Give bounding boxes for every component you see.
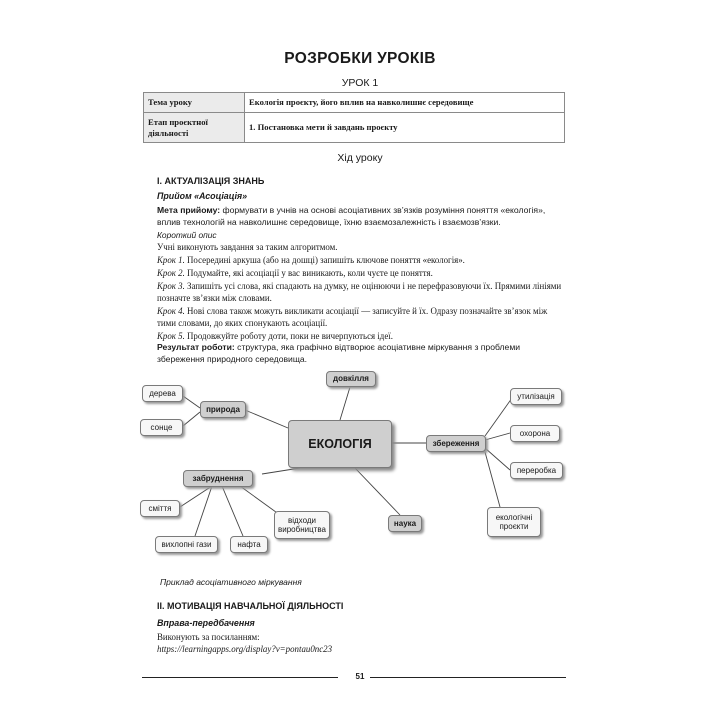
exercise-link[interactable]: https://learningapps.org/display?v=pontau0nc23 bbox=[157, 644, 333, 654]
node-vykhlopni: вихлопні гази bbox=[155, 536, 218, 553]
section-heading-2: II. МОТИВАЦІЯ НАВЧАЛЬНОЇ ДІЯЛЬНОСТІ bbox=[157, 601, 344, 611]
step-label: Крок 1. bbox=[157, 255, 185, 265]
step-label: Крок 3. bbox=[157, 281, 185, 291]
technique-title: Прийом «Асоціація» bbox=[157, 191, 248, 201]
meta-key: Етап проєктної діяльності bbox=[144, 113, 245, 143]
page-number: 51 bbox=[355, 672, 365, 681]
result-text: структура, яка графічно відтворює асоціативне міркування з проблеми збереження природного середовища. bbox=[157, 342, 521, 364]
meta-value: Екологія проєкту, його вплив на навколишнє середовище bbox=[245, 93, 565, 113]
node-sontse: сонце bbox=[140, 419, 183, 436]
connector-line bbox=[240, 486, 280, 515]
goal-label: Мета прийому: bbox=[157, 205, 221, 215]
lesson-label: УРОК 1 bbox=[341, 77, 379, 89]
connector-line bbox=[195, 486, 212, 536]
intro-text: Учні виконують завдання за таким алгоритмом. bbox=[157, 242, 338, 252]
connector-line bbox=[180, 486, 212, 507]
node-vidkhody: відходи виробництва bbox=[274, 511, 330, 539]
step-text: Продовжуйте роботу доти, поки не вичерпуються ідеї. bbox=[184, 331, 393, 341]
instruction-text: Виконують за посиланням: bbox=[157, 632, 260, 642]
exercise-title: Вправа-передбачення bbox=[157, 618, 255, 628]
connector-line bbox=[485, 452, 500, 507]
node-nafta: нафта bbox=[230, 536, 268, 553]
step-text: Подумайте, які асоціації у вас виникають, коли чуєте це поняття. bbox=[184, 268, 433, 278]
node-pryroda: природа bbox=[200, 401, 246, 418]
node-proekty: екологічні проєкти bbox=[487, 507, 541, 537]
connector-line bbox=[340, 387, 350, 420]
connector-line bbox=[485, 433, 510, 440]
node-utylizatsiia: утилізація bbox=[510, 388, 562, 405]
step-text: Посередині аркуша (або на дошці) запишіть ключове поняття «екологія». bbox=[184, 255, 465, 265]
node-okhorona: охорона bbox=[510, 425, 560, 442]
mind-map-caption: Приклад асоціативного міркування bbox=[160, 577, 302, 587]
connector-line bbox=[485, 398, 512, 436]
node-dovkillia: довкілля bbox=[326, 371, 376, 387]
step-text: Нові слова також можуть викликати асоціації — записуйте й їх. Одразу позначайте зв’язок між тими словами, до яких спонукають асоціації. bbox=[157, 306, 548, 328]
node-center-ecology: ЕКОЛОГІЯ bbox=[288, 420, 392, 468]
step-label: Крок 4. bbox=[157, 306, 185, 316]
meta-value: 1. Постановка мети й завдань проєкту bbox=[245, 113, 565, 143]
node-nauka: наука bbox=[388, 515, 422, 532]
short-description-label: Короткий опис bbox=[157, 230, 217, 240]
connector-line bbox=[222, 486, 243, 536]
node-smittia: сміття bbox=[140, 500, 180, 517]
connector-line bbox=[183, 412, 200, 426]
node-zberezhennia: збереження bbox=[426, 435, 486, 452]
section-heading-1: I. АКТУАЛІЗАЦІЯ ЗНАНЬ bbox=[157, 176, 265, 186]
course-heading: Хід уроку bbox=[337, 152, 383, 164]
goal-text: формувати в учнів на основі асоціативних зв’язків розуміння поняття «екологія», вплив технологій на навколишнє середовище, їхню взаємозалежність і взаємозв’язки. bbox=[157, 205, 546, 227]
step-label: Крок 5. bbox=[157, 331, 185, 341]
step-text: Запишіть усі слова, які спадають на думку, не оцінюючи і не перефразовуючи їх. Прямими лініями позначте зв’язки між словами. bbox=[157, 281, 562, 303]
connector-line bbox=[262, 468, 300, 474]
node-dereva: дерева bbox=[142, 385, 183, 402]
node-pererobka: переробка bbox=[510, 462, 563, 479]
connector-line bbox=[245, 410, 288, 428]
page-title: РОЗРОБКИ УРОКІВ bbox=[284, 50, 436, 67]
node-zabrudnennia: забруднення bbox=[183, 470, 253, 487]
result-label: Результат роботи: bbox=[157, 342, 235, 352]
connector-line bbox=[183, 396, 200, 408]
meta-key: Тема уроку bbox=[144, 93, 245, 113]
connector-line bbox=[355, 468, 400, 515]
step-label: Крок 2. bbox=[157, 268, 185, 278]
